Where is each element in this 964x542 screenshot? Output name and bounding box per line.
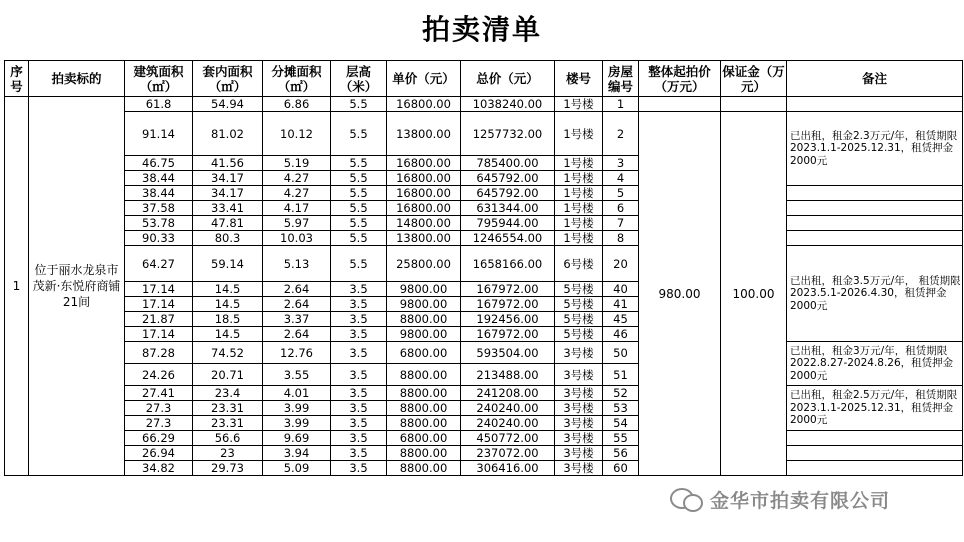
cell-floor-height: 5.5 bbox=[331, 216, 387, 231]
table-row bbox=[5, 431, 963, 446]
cell-room-no: 40 bbox=[603, 282, 639, 297]
cell-inner-area: 14.5 bbox=[193, 297, 263, 312]
cell-floor-height: 3.5 bbox=[331, 327, 387, 342]
table-row bbox=[5, 201, 963, 216]
table-row bbox=[5, 216, 963, 231]
cell-seq: 1 bbox=[5, 97, 29, 476]
cell-unit-price: 16800.00 bbox=[387, 186, 461, 201]
cell-total-price: 645792.00 bbox=[461, 186, 555, 201]
cell-floor-height: 5.5 bbox=[331, 246, 387, 282]
table-row bbox=[5, 246, 963, 282]
cell-room-no: 41 bbox=[603, 297, 639, 312]
cell-inner-area: 18.5 bbox=[193, 312, 263, 327]
cell-building: 3号楼 bbox=[555, 386, 603, 401]
cell-floor-height: 3.5 bbox=[331, 416, 387, 431]
cell-room-no: 55 bbox=[603, 431, 639, 446]
cell-build-area: 17.14 bbox=[125, 297, 193, 312]
cell-building: 5号楼 bbox=[555, 282, 603, 297]
cell-shared-area: 2.64 bbox=[263, 282, 331, 297]
cell-room-no: 3 bbox=[603, 156, 639, 171]
cell-shared-area: 2.64 bbox=[263, 327, 331, 342]
cell-floor-height: 5.5 bbox=[331, 171, 387, 186]
cell-shared-area: 5.97 bbox=[263, 216, 331, 231]
cell-total-price: 213488.00 bbox=[461, 364, 555, 386]
cell-start-price-blank bbox=[639, 97, 721, 112]
cell-floor-height: 3.5 bbox=[331, 282, 387, 297]
cell-shared-area: 2.64 bbox=[263, 297, 331, 312]
cell-total-price: 795944.00 bbox=[461, 216, 555, 231]
cell-unit-price: 16800.00 bbox=[387, 201, 461, 216]
cell-inner-area: 59.14 bbox=[193, 246, 263, 282]
table-row bbox=[5, 112, 963, 156]
cell-remark-blank bbox=[787, 231, 963, 246]
cell-inner-area: 14.5 bbox=[193, 282, 263, 297]
cell-build-area: 91.14 bbox=[125, 112, 193, 156]
cell-building: 1号楼 bbox=[555, 171, 603, 186]
cell-shared-area: 3.37 bbox=[263, 312, 331, 327]
cell-shared-area: 6.86 bbox=[263, 97, 331, 112]
cell-remark-blank bbox=[787, 216, 963, 231]
cell-remark: 已出租，租金2.5万元/年，租赁期限 2023.1.1-2025.12.31，租赁押金2000元 bbox=[787, 386, 963, 431]
cell-deposit-blank bbox=[721, 97, 787, 112]
cell-unit-price: 16800.00 bbox=[387, 97, 461, 112]
wechat-icon bbox=[668, 486, 706, 512]
cell-build-area: 90.33 bbox=[125, 231, 193, 246]
cell-build-area: 38.44 bbox=[125, 171, 193, 186]
cell-shared-area: 10.03 bbox=[263, 231, 331, 246]
cell-shared-area: 3.99 bbox=[263, 416, 331, 431]
cell-total-price: 167972.00 bbox=[461, 297, 555, 312]
cell-building: 5号楼 bbox=[555, 327, 603, 342]
cell-remark-blank bbox=[787, 186, 963, 201]
cell-shared-area: 3.55 bbox=[263, 364, 331, 386]
header-room-no: 房屋编号 bbox=[603, 61, 639, 97]
cell-build-area: 66.29 bbox=[125, 431, 193, 446]
cell-shared-area: 10.12 bbox=[263, 112, 331, 156]
cell-floor-height: 5.5 bbox=[331, 112, 387, 156]
cell-building: 1号楼 bbox=[555, 97, 603, 112]
cell-build-area: 27.3 bbox=[125, 416, 193, 431]
cell-total-price: 785400.00 bbox=[461, 156, 555, 171]
cell-inner-area: 54.94 bbox=[193, 97, 263, 112]
cell-remark-blank bbox=[787, 431, 963, 446]
cell-shared-area: 9.69 bbox=[263, 431, 331, 446]
cell-total-price: 1658166.00 bbox=[461, 246, 555, 282]
cell-building: 3号楼 bbox=[555, 431, 603, 446]
cell-unit-price: 6800.00 bbox=[387, 342, 461, 364]
cell-room-no: 20 bbox=[603, 246, 639, 282]
table-row bbox=[5, 231, 963, 246]
cell-inner-area: 23.31 bbox=[193, 416, 263, 431]
cell-build-area: 64.27 bbox=[125, 246, 193, 282]
header-build-area: 建筑面积（㎡） bbox=[125, 61, 193, 97]
cell-inner-area: 29.73 bbox=[193, 461, 263, 476]
cell-shared-area: 4.27 bbox=[263, 171, 331, 186]
cell-inner-area: 14.5 bbox=[193, 327, 263, 342]
cell-building: 6号楼 bbox=[555, 246, 603, 282]
cell-total-price: 1246554.00 bbox=[461, 231, 555, 246]
cell-inner-area: 41.56 bbox=[193, 156, 263, 171]
header-floor-height: 层高（米） bbox=[331, 61, 387, 97]
cell-unit-price: 25800.00 bbox=[387, 246, 461, 282]
cell-building: 5号楼 bbox=[555, 297, 603, 312]
cell-building: 1号楼 bbox=[555, 216, 603, 231]
cell-floor-height: 5.5 bbox=[331, 97, 387, 112]
cell-inner-area: 34.17 bbox=[193, 171, 263, 186]
cell-shared-area: 3.99 bbox=[263, 401, 331, 416]
cell-building: 3号楼 bbox=[555, 446, 603, 461]
cell-room-no: 56 bbox=[603, 446, 639, 461]
cell-total-price: 631344.00 bbox=[461, 201, 555, 216]
cell-unit-price: 9800.00 bbox=[387, 327, 461, 342]
header-shared-area: 分摊面积（㎡） bbox=[263, 61, 331, 97]
cell-shared-area: 3.94 bbox=[263, 446, 331, 461]
cell-total-price: 1038240.00 bbox=[461, 97, 555, 112]
cell-shared-area: 4.27 bbox=[263, 186, 331, 201]
header-seq: 序号 bbox=[5, 61, 29, 97]
cell-inner-area: 33.41 bbox=[193, 201, 263, 216]
cell-floor-height: 5.5 bbox=[331, 186, 387, 201]
cell-room-no: 4 bbox=[603, 171, 639, 186]
cell-unit-price: 9800.00 bbox=[387, 282, 461, 297]
cell-unit-price: 8800.00 bbox=[387, 461, 461, 476]
cell-building: 5号楼 bbox=[555, 312, 603, 327]
cell-building: 3号楼 bbox=[555, 461, 603, 476]
cell-room-no: 51 bbox=[603, 364, 639, 386]
cell-unit-price: 8800.00 bbox=[387, 416, 461, 431]
cell-building: 3号楼 bbox=[555, 364, 603, 386]
cell-building: 1号楼 bbox=[555, 186, 603, 201]
cell-total-price: 593504.00 bbox=[461, 342, 555, 364]
page-title: 拍卖清单 bbox=[421, 13, 542, 46]
table-row bbox=[5, 446, 963, 461]
cell-build-area: 37.58 bbox=[125, 201, 193, 216]
cell-shared-area: 5.19 bbox=[263, 156, 331, 171]
cell-unit-price: 8800.00 bbox=[387, 446, 461, 461]
cell-build-area: 21.87 bbox=[125, 312, 193, 327]
cell-room-no: 53 bbox=[603, 401, 639, 416]
header-building: 楼号 bbox=[555, 61, 603, 97]
cell-build-area: 46.75 bbox=[125, 156, 193, 171]
cell-shared-area: 12.76 bbox=[263, 342, 331, 364]
cell-inner-area: 34.17 bbox=[193, 186, 263, 201]
cell-build-area: 27.3 bbox=[125, 401, 193, 416]
cell-room-no: 2 bbox=[603, 112, 639, 156]
cell-room-no: 50 bbox=[603, 342, 639, 364]
cell-inner-area: 80.3 bbox=[193, 231, 263, 246]
cell-total-price: 167972.00 bbox=[461, 282, 555, 297]
cell-floor-height: 5.5 bbox=[331, 201, 387, 216]
cell-total-price: 240240.00 bbox=[461, 416, 555, 431]
cell-remark: 已出租，租金3.5万元/年， 租赁期限2023.5.1-2026.4.30，租赁押金2000元 bbox=[787, 246, 963, 342]
cell-inner-area: 23.4 bbox=[193, 386, 263, 401]
cell-deposit: 100.00 bbox=[721, 112, 787, 476]
cell-inner-area: 47.81 bbox=[193, 216, 263, 231]
cell-unit-price: 8800.00 bbox=[387, 312, 461, 327]
cell-build-area: 17.14 bbox=[125, 282, 193, 297]
cell-unit-price: 6800.00 bbox=[387, 431, 461, 446]
cell-build-area: 61.8 bbox=[125, 97, 193, 112]
cell-remark-blank bbox=[787, 461, 963, 476]
table-row bbox=[5, 461, 963, 476]
cell-unit-price: 16800.00 bbox=[387, 156, 461, 171]
header-row bbox=[5, 61, 963, 97]
watermark bbox=[668, 484, 948, 514]
table-row bbox=[5, 386, 963, 401]
cell-floor-height: 3.5 bbox=[331, 461, 387, 476]
header-unit-price: 单价（元） bbox=[387, 61, 461, 97]
cell-building: 1号楼 bbox=[555, 156, 603, 171]
cell-room-no: 45 bbox=[603, 312, 639, 327]
cell-room-no: 5 bbox=[603, 186, 639, 201]
cell-total-price: 1257732.00 bbox=[461, 112, 555, 156]
cell-room-no: 6 bbox=[603, 201, 639, 216]
cell-remark: 已出租，租金2.3万元/年，租赁期限 2023.1.1-2025.12.31，租赁押金2000元 bbox=[787, 112, 963, 186]
header-deposit: 保证金（万元） bbox=[721, 61, 787, 97]
cell-floor-height: 3.5 bbox=[331, 342, 387, 364]
cell-building: 1号楼 bbox=[555, 112, 603, 156]
table-row bbox=[5, 342, 963, 364]
cell-shared-area: 4.17 bbox=[263, 201, 331, 216]
cell-build-area: 34.82 bbox=[125, 461, 193, 476]
cell-unit-price: 14800.00 bbox=[387, 216, 461, 231]
cell-total-price: 241208.00 bbox=[461, 386, 555, 401]
cell-building: 1号楼 bbox=[555, 231, 603, 246]
cell-remark-blank bbox=[787, 446, 963, 461]
cell-room-no: 8 bbox=[603, 231, 639, 246]
header-start-price: 整体起拍价（万元） bbox=[639, 61, 721, 97]
cell-remark-blank bbox=[787, 201, 963, 216]
cell-floor-height: 3.5 bbox=[331, 386, 387, 401]
cell-inner-area: 81.02 bbox=[193, 112, 263, 156]
cell-build-area: 87.28 bbox=[125, 342, 193, 364]
cell-room-no: 7 bbox=[603, 216, 639, 231]
cell-total-price: 240240.00 bbox=[461, 401, 555, 416]
cell-building: 3号楼 bbox=[555, 342, 603, 364]
cell-shared-area: 5.09 bbox=[263, 461, 331, 476]
cell-total-price: 450772.00 bbox=[461, 431, 555, 446]
cell-building: 3号楼 bbox=[555, 416, 603, 431]
cell-room-no: 46 bbox=[603, 327, 639, 342]
cell-floor-height: 3.5 bbox=[331, 446, 387, 461]
table-row bbox=[5, 186, 963, 201]
header-target: 拍卖标的 bbox=[29, 61, 125, 97]
cell-inner-area: 56.6 bbox=[193, 431, 263, 446]
cell-floor-height: 3.5 bbox=[331, 364, 387, 386]
cell-floor-height: 3.5 bbox=[331, 312, 387, 327]
cell-unit-price: 13800.00 bbox=[387, 112, 461, 156]
cell-total-price: 167972.00 bbox=[461, 327, 555, 342]
cell-total-price: 237072.00 bbox=[461, 446, 555, 461]
cell-shared-area: 5.13 bbox=[263, 246, 331, 282]
header-total-price: 总价（元） bbox=[461, 61, 555, 97]
cell-inner-area: 20.71 bbox=[193, 364, 263, 386]
cell-unit-price: 13800.00 bbox=[387, 231, 461, 246]
cell-remark: 已出租，租金3万元/年，租赁期限2022.8.27-2024.8.26，租赁押金2000元 bbox=[787, 342, 963, 386]
cell-unit-price: 8800.00 bbox=[387, 386, 461, 401]
cell-build-area: 38.44 bbox=[125, 186, 193, 201]
table-row bbox=[5, 97, 963, 112]
cell-total-price: 192456.00 bbox=[461, 312, 555, 327]
cell-floor-height: 3.5 bbox=[331, 297, 387, 312]
cell-total-price: 306416.00 bbox=[461, 461, 555, 476]
cell-floor-height: 3.5 bbox=[331, 401, 387, 416]
cell-building: 3号楼 bbox=[555, 401, 603, 416]
header-inner-area: 套内面积（㎡） bbox=[193, 61, 263, 97]
cell-total-price: 645792.00 bbox=[461, 171, 555, 186]
cell-inner-area: 23.31 bbox=[193, 401, 263, 416]
cell-build-area: 24.26 bbox=[125, 364, 193, 386]
cell-build-area: 27.41 bbox=[125, 386, 193, 401]
cell-room-no: 52 bbox=[603, 386, 639, 401]
cell-inner-area: 74.52 bbox=[193, 342, 263, 364]
cell-building: 1号楼 bbox=[555, 201, 603, 216]
header-remarks: 备注 bbox=[787, 61, 963, 97]
cell-room-no: 54 bbox=[603, 416, 639, 431]
cell-unit-price: 8800.00 bbox=[387, 364, 461, 386]
cell-build-area: 53.78 bbox=[125, 216, 193, 231]
table-body bbox=[5, 97, 963, 476]
cell-unit-price: 9800.00 bbox=[387, 297, 461, 312]
cell-room-no: 60 bbox=[603, 461, 639, 476]
cell-unit-price: 8800.00 bbox=[387, 401, 461, 416]
cell-remark-blank bbox=[787, 97, 963, 112]
cell-unit-price: 16800.00 bbox=[387, 171, 461, 186]
cell-build-area: 26.94 bbox=[125, 446, 193, 461]
cell-shared-area: 4.01 bbox=[263, 386, 331, 401]
cell-floor-height: 5.5 bbox=[331, 156, 387, 171]
auction-table bbox=[4, 60, 963, 476]
watermark-text: 金华市拍卖有限公司 bbox=[710, 489, 891, 512]
cell-room-no: 1 bbox=[603, 97, 639, 112]
cell-floor-height: 3.5 bbox=[331, 431, 387, 446]
cell-start-price: 980.00 bbox=[639, 112, 721, 476]
cell-target: 位于丽水龙泉市茂新·东悦府商铺21间 bbox=[29, 97, 125, 476]
cell-floor-height: 5.5 bbox=[331, 231, 387, 246]
cell-inner-area: 23 bbox=[193, 446, 263, 461]
cell-build-area: 17.14 bbox=[125, 327, 193, 342]
